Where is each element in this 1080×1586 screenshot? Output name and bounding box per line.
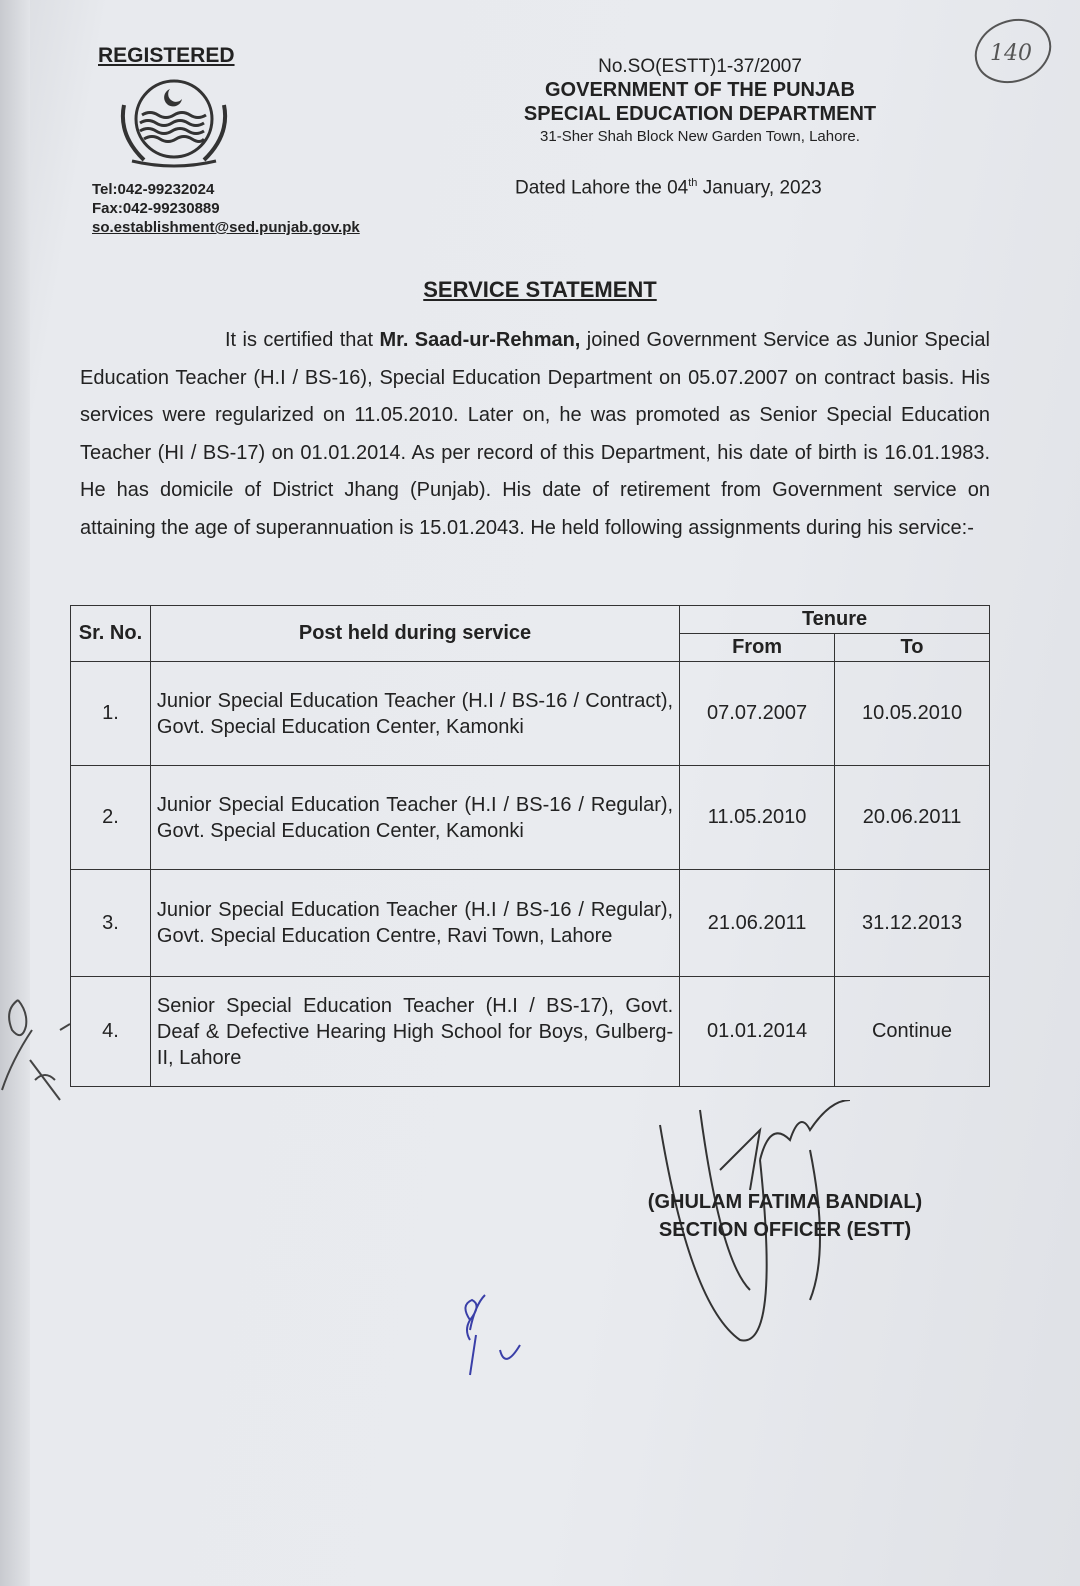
page-number-text: 140 — [990, 41, 1032, 66]
assignments-table — [70, 605, 990, 1087]
handwritten-margin-note — [0, 990, 70, 1110]
table-header-row — [71, 606, 990, 634]
row-to: 20.06.2011 — [835, 766, 990, 870]
row-sr: 1. — [71, 662, 151, 766]
row-from: 07.07.2007 — [680, 662, 835, 766]
employee-name: Mr. Saad-ur-Rehman, — [379, 329, 581, 351]
department-name: SPECIAL EDUCATION DEPARTMENT — [523, 103, 877, 125]
fax: Fax:042-99230889 — [92, 200, 220, 217]
row-from: 21.06.2011 — [680, 870, 835, 977]
paragraph-intro: It is certified that — [225, 329, 380, 351]
contact-block — [92, 180, 360, 237]
handwritten-initials — [450, 1290, 540, 1380]
row-from: 11.05.2010 — [680, 766, 835, 870]
date-suffix: January, 2023 — [697, 177, 822, 199]
title-text: SERVICE STATEMENT — [423, 277, 657, 302]
signatory-designation: SECTION OFFICER (ESTT) — [658, 1219, 912, 1241]
row-sr: 4. — [71, 977, 151, 1087]
date-prefix: Dated Lahore the 04 — [515, 177, 689, 199]
table-row — [71, 977, 990, 1087]
row-from: 01.01.2014 — [680, 977, 835, 1087]
row-to: 31.12.2013 — [835, 870, 990, 977]
table-row — [71, 662, 990, 766]
government-name: GOVERNMENT OF THE PUNJAB — [544, 79, 856, 101]
signatory-name: (GHULAM FATIMA BANDIAL) — [647, 1191, 923, 1213]
header-tenure: Tenure — [680, 606, 990, 634]
department-address: 31-Sher Shah Block New Garden Town, Lahore. — [540, 128, 860, 145]
row-post: Junior Special Education Teacher (H.I / BS-16 / Regular), Govt. Special Education Center, Kamonki — [150, 766, 679, 870]
letter-number: No.SO(ESTT)1-37/2007 — [598, 56, 802, 77]
paper-edge — [0, 0, 30, 1586]
letter-date — [515, 177, 822, 199]
header-from: From — [680, 634, 835, 662]
punjab-emblem-icon — [112, 75, 237, 170]
handwritten-page-number — [968, 18, 1058, 88]
row-sr: 3. — [71, 870, 151, 977]
row-sr: 2. — [71, 766, 151, 870]
table-row — [71, 766, 990, 870]
date-ordinal: th — [688, 177, 698, 189]
row-to: Continue — [835, 977, 990, 1087]
letterhead — [470, 56, 930, 145]
table-row — [71, 870, 990, 977]
header-to: To — [835, 634, 990, 662]
row-to: 10.05.2010 — [835, 662, 990, 766]
header-sr-no: Sr. No. — [71, 606, 151, 662]
signatory-block — [600, 1188, 970, 1244]
row-post: Junior Special Education Teacher (H.I / BS-16 / Contract), Govt. Special Education Center, Kamonki — [150, 662, 679, 766]
email-link[interactable]: so.establishment@sed.punjab.gov.pk — [92, 219, 360, 236]
paragraph-body: joined Government Service as Junior Special Education Teacher (H.I / BS-16), Special Education Department on 05.07.2007 on contract basis. His services were regularized on 11.05.2010. Later on, he was promoted as Senior Special Education Teacher (HI / BS-17) on 01.01.2014. As per record of this Department, his date of birth is 16.01.1983. He has domicile of District Jhang (Punjab). His date of retirement from Government service on attaining the age of superannuation is 15.01.2043. He held following assignments during his service:- — [80, 329, 991, 539]
certificate-paragraph — [80, 322, 990, 547]
row-post: Senior Special Education Teacher (H.I / BS-17), Govt. Deaf & Defective Hearing High School for Boys, Gulberg-II, Lahore — [150, 977, 679, 1087]
header-post: Post held during service — [150, 606, 679, 662]
registered-label: REGISTERED — [98, 44, 235, 67]
row-post: Junior Special Education Teacher (H.I / BS-16 / Regular), Govt. Special Education Centre, Ravi Town, Lahore — [150, 870, 679, 977]
document-title — [0, 277, 1080, 303]
telephone: Tel:042-99232024 — [92, 181, 215, 198]
